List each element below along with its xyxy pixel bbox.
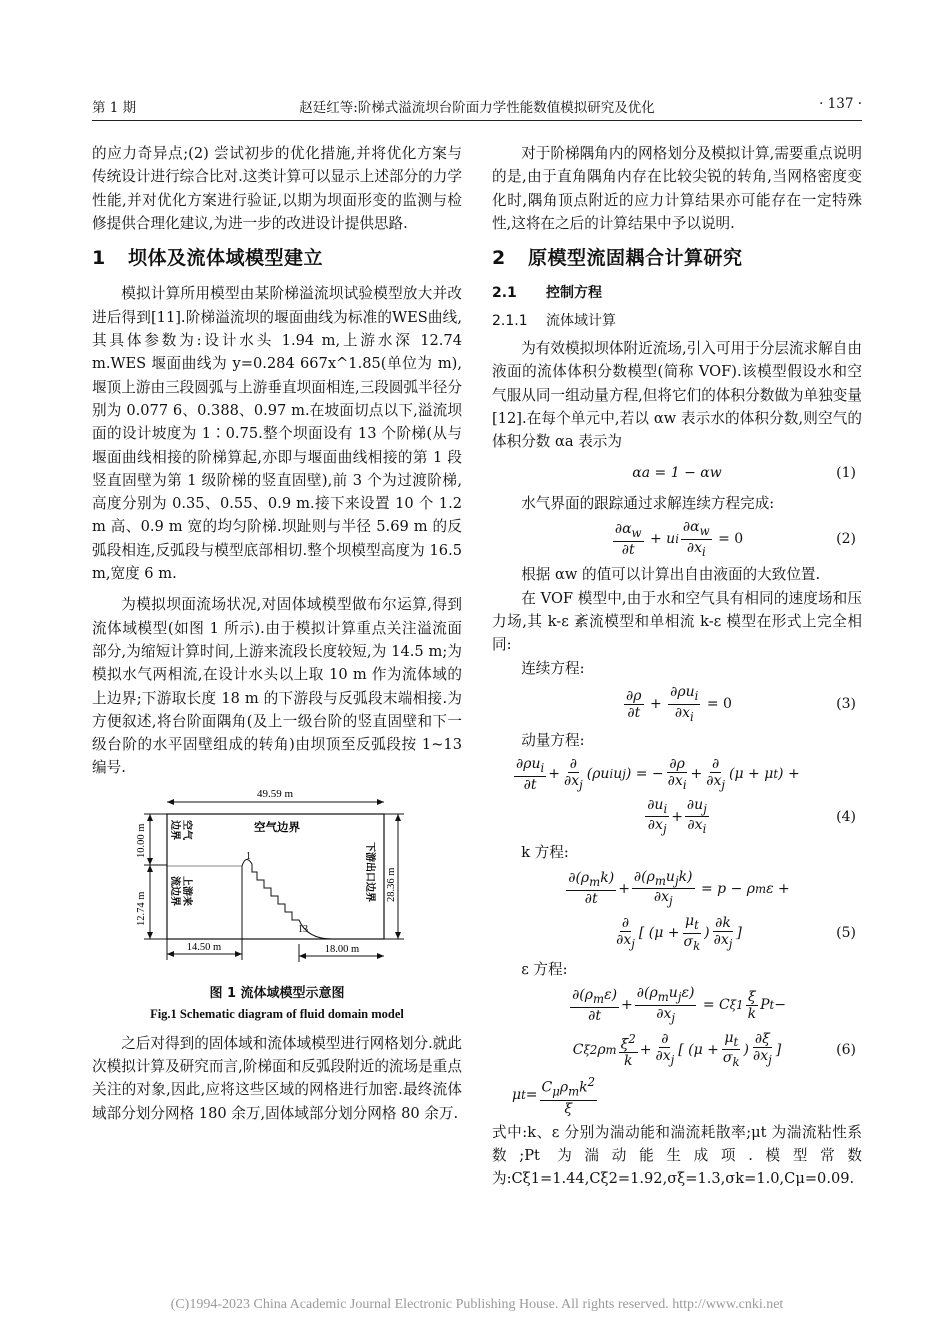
equation-3-tag: (3) xyxy=(836,696,856,713)
section-1-title: 坝体及流体域模型建立 xyxy=(128,247,324,270)
left-upper-dimension: 10.00 m xyxy=(136,823,147,858)
equation-mu-t: μ t = $\frac{C_\mu\rho_mk^2}{\xi}$ xyxy=(512,1075,596,1117)
subsection-2-1-1-title: 流体域计算 xyxy=(546,312,616,329)
tracking-paragraph: 水气界面的跟踪通过求解连续方程完成: xyxy=(521,494,775,512)
inflow-boundary-label-1: 上游来 xyxy=(181,875,192,906)
momentum-label: 动量方程: xyxy=(521,731,585,749)
subsection-2-1-1-number: 2.1.1 xyxy=(492,312,528,329)
k-equation-label: k 方程: xyxy=(521,844,569,862)
bottom-right-dimension: 18.00 m xyxy=(324,943,360,955)
equation-4-line-1: $\frac{\partial\rho u_i}{\partial t}$ + $\frac{\partial}{\partial x_j}$ (ρu i u j ) = − $\frac{\partial\rho}{\partial x_i}$ + $\frac{\partial}{\partial x_j}$ (μ + μ t ) + xyxy=(516,755,800,793)
equation-6-tag: (6) xyxy=(836,1041,856,1058)
intro-paragraph: 的应力奇异点;(2) 尝试初步的优化措施,并将优化方案与传统设计进行综合比对.这类计算可以显示上述部分的力学性能,并对优化方案进行验证,以期为坝面形变的监测与检修提供合理化建议,为进一步的改进设计提供思路. xyxy=(92,145,462,232)
vof-paragraph: 为有效模拟坝体附近流场,引入可用于分层流求解自由液面的流体体积分数模型(简称 VOF).该模型假设水和空气服从同一组动量方程,但将它们的体积分数做为单独变量[12].在每个单元中,若以 αw 表示水的体积分数,则空气的体积分数 αa 表示为 xyxy=(492,340,862,451)
corner-13-label: 13 xyxy=(298,923,308,935)
model-paragraph: 模拟计算所用模型由某阶梯溢流坝试验模型放大并改进后得到[11].阶梯溢流坝的堰面曲线为标准的WES曲线,其具体参数为:设计水头 1.94 m,上游水深 12.74 m.WES 堰面曲线为 y=0.284 667x^1.85(单位为 m),堰顶上游由三段圆弧与上游垂直坝面相连,三段圆弧半径分别为 0.077 6、0.388、0.97 m.在坡面切点以下,溢流坝面的设计坡度为 1∶0.75.整个坝面设有 13 个阶梯(从与堰面曲线相接的阶梯算起,亦即与堰面曲线相接的第 1 段竖直固壁为第 1 级阶梯的竖直固壁),前 3 个为过渡阶梯,高度分别为 0.35、0.55、0.9 m.接下来设置 10 个 1.2 m 高、0.9 m 宽的均匀阶梯.坝趾则与半径 5.69 m 的反弧段相连,反弧段与模型底部相切.整个坝模型高度为 16.5 m,宽度 6 m. xyxy=(92,285,462,583)
equation-1-body: αa = 1 − αw xyxy=(632,464,722,481)
equation-2: $\frac{\partial\alpha_w}{\partial t}$ + u i $\frac{\partial\alpha_w}{\partial x_i}$ = 0 (2) xyxy=(614,518,856,559)
subsection-2-1-heading xyxy=(492,282,862,305)
equation-1 xyxy=(492,458,862,488)
mesh-paragraph: 之后对得到的固体域和流体域模型进行网格划分.就此次模拟计算及研究而言,阶梯面和反弧段附近的流场是重点关注的对象,因此,应将这些区域的网格进行加密.最终流体域部分划分网格 180 余万,固体域部分划分网格 80 余万. xyxy=(92,1034,462,1122)
corner-1-label: 1 xyxy=(246,850,251,862)
issue-number: 第 1 期 xyxy=(92,100,137,116)
fluid-domain-diagram xyxy=(92,784,462,984)
running-title: 赵廷红等:阶梯式溢流坝台阶面力学性能数值模拟研究及优化 xyxy=(299,100,655,116)
equation-3: $\frac{\partial\rho}{\partial t}$ + $\frac{\partial\rho u_i}{\partial x_i}$ = 0 (3) xyxy=(626,683,856,724)
equation-4-tag: (4) xyxy=(836,808,856,825)
inflow-boundary-label-2: 流边界 xyxy=(169,875,180,906)
air-boundary-top-label: 空气边界 xyxy=(254,819,300,834)
epsilon-equation-label: ε 方程: xyxy=(521,960,568,978)
section-1-number: 1 xyxy=(92,247,106,270)
top-dimension-label: 49.59 m xyxy=(256,787,294,800)
fluid-domain-figure xyxy=(92,784,462,984)
equation-2-tag: (2) xyxy=(836,531,856,548)
section-2-title: 原模型流固耦合计算研究 xyxy=(528,247,743,270)
left-column xyxy=(92,142,462,1125)
corner-paragraph: 对于阶梯隅角内的网格划分及模拟计算,需要重点说明的是,由于直角隅角内存在比较尖锐的转角,当网格密度变化时,隅角顶点附近的应力计算结果亦可能存在一定特殊性,这将在之后的计算结果中予以说明. xyxy=(492,145,862,232)
section-1-heading xyxy=(92,247,462,270)
continuity-label: 连续方程: xyxy=(521,659,585,677)
figure-caption-zh: 图 1 流体域模型示意图 xyxy=(209,985,345,1001)
header-rule xyxy=(92,120,862,121)
air-boundary-left-label-2: 边界 xyxy=(169,819,180,840)
free-surface-paragraph: 根据 αw 的值可以计算出自由液面的大致位置. xyxy=(521,566,821,584)
equation-1-tag: (1) xyxy=(836,464,856,481)
bottom-left-dimension: 14.50 m xyxy=(186,941,222,953)
vof-model-paragraph: 在 VOF 模型中,由于水和空气具有相同的速度场和压力场,其 k-ε 紊流模型和单相流 k-ε 模型在形式上完全相同: xyxy=(492,589,862,654)
equation-5-line-2: $\frac{\partial}{\partial x_j}$ [ (μ + $\frac{\mu_t}{\sigma_k}$ ) $\frac{\partial k}{\partial x_j}$ ] (5) xyxy=(616,913,856,953)
left-lower-dimension: 12.74 m xyxy=(136,891,147,926)
right-column xyxy=(492,142,862,1191)
running-header xyxy=(92,96,862,116)
equation-5-line-1: $\frac{\partial(\rho_mk)}{\partial t}$ + $\frac{\partial(\rho_mu_jk)}{\partial x_j}$ = p − ρ m ε + xyxy=(568,868,790,909)
subsection-2-1-number: 2.1 xyxy=(492,285,517,302)
subsection-2-1-1-heading xyxy=(492,310,862,333)
section-2-number: 2 xyxy=(492,247,506,270)
equation-6-line-2: C ξ2 ρ m $\frac{\xi^2}{k}$ + $\frac{\partial}{\partial x_j}$ [ (μ + $\frac{\mu_t}{\sigma_k}$ ) $\frac{\partial\xi}{\partial x_j}$ ] (6) xyxy=(572,1029,856,1070)
figure-caption-en: Fig.1 Schematic diagram of fluid domain model xyxy=(150,1006,404,1021)
section-2-heading xyxy=(492,247,862,270)
equation-5-tag: (5) xyxy=(836,925,856,942)
equation-6-line-1: $\frac{\partial(\rho_m\varepsilon)}{\partial t}$ + $\frac{\partial(\rho_mu_j\varepsilon)}{\partial x_j}$ = C ξ1 $\frac{\xi}{k}$ P t − xyxy=(572,985,786,1025)
subsection-2-1-title: 控制方程 xyxy=(546,285,602,302)
equation-4-line-2: $\frac{\partial u_i}{\partial x_j}$ + $\frac{\partial u_j}{\partial x_i}$ (4) xyxy=(647,796,856,837)
outlet-boundary-label: 下游出口边界 xyxy=(364,841,375,902)
copyright-footer: (C)1994-2023 China Academic Journal Electronic Publishing House. All rights reserved. http://www.cnki.net xyxy=(170,1297,784,1312)
air-boundary-left-label-1: 空气 xyxy=(181,819,192,840)
boolean-paragraph: 为模拟坝面流场状况,对固体域模型做布尔运算,得到流体域模型(如图 1 所示).由于模拟计算重点关注溢流面部分,为缩短计算时间,上游来流段长度较短,为 14.5 m;为模拟水气两相流,在设计水头以上取 10 m 作为流体域的上边界;下游取长度 18 m 的下游段与反弧段末端相接.为方便叙述,将台阶面隅角(及上一级台阶的竖直固壁和下一级台阶的水平固壁组成的转角)由坝顶至反弧段按 1~13 编号. xyxy=(92,596,462,777)
right-dimension-label: 28.36 m xyxy=(386,867,397,902)
page-number: · 137 · xyxy=(819,96,862,112)
where-paragraph: 式中:k、ε 分别为湍动能和湍流耗散率;μt 为湍流粘性系数;Pt 为湍动能生成项.模型常数为:Cξ1=1.44,Cξ2=1.92,σξ=1.3,σk=1.0,Cμ=0.09. xyxy=(492,1123,862,1188)
